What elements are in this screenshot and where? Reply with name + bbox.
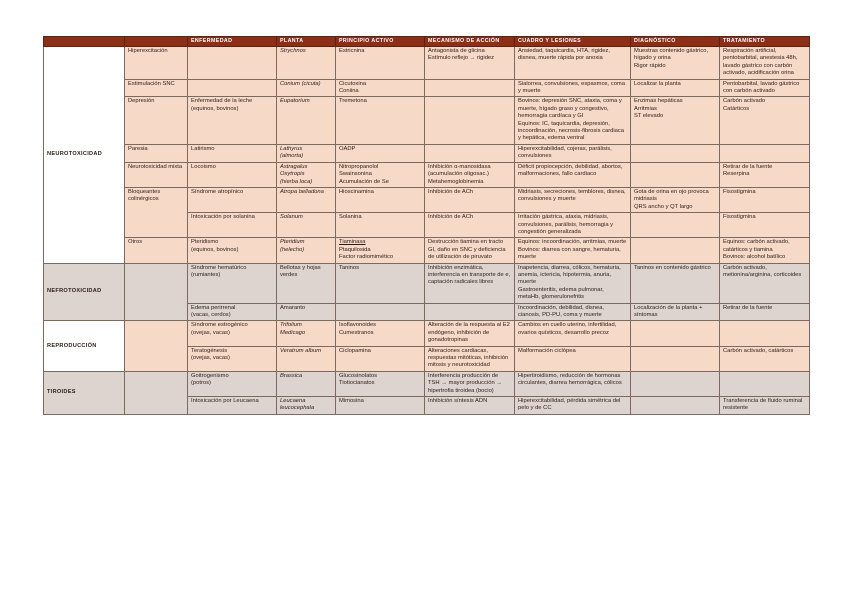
cell-enfermedad: Intoxicación por solanina <box>188 213 277 238</box>
group-label-reproduccion: REPRODUCCIÓN <box>44 321 125 371</box>
cell-planta: Eupatorium <box>277 97 336 144</box>
cell-mecanismo: Inhibición enzimática, interferencia en transporte de e, captación radicales libres <box>425 263 515 303</box>
cell-principio-activo: Glucosinolatos Tiotiocianatos <box>336 371 425 396</box>
cell-planta: Pteridium (helecho) <box>277 238 336 263</box>
cell-tratamiento: Respiración artificial, pentobarbital, anestesia 48h, lavado gástrico con carbón activado, acidificación orina <box>720 47 810 80</box>
cell-planta: Bellotas y hojas verdes <box>277 263 336 303</box>
cell-cuadro: Ansiedad, taquicardia, HTA, rigidez, disnea, muerte rápida por anoxia <box>515 47 631 80</box>
header-group <box>44 37 125 47</box>
cell-planta: Leucaena leucocephala <box>277 397 336 415</box>
cell-cuadro: Bovinos: depresión SNC, ataxia, coma y muerte, hígado graso y congestivo, hemorragia cardíaca y GI Equinos: IC, taquicardia, depresión, incoordinación, necrosis-fibrosis cardiaca y hepática, edema ventral <box>515 97 631 144</box>
cell-principio-activo: Mimosina <box>336 397 425 415</box>
table-row <box>44 79 810 97</box>
cell-principio-activo: Estricnina <box>336 47 425 80</box>
cell-mecanismo: Inhibición de ACh <box>425 213 515 238</box>
table-row <box>44 144 810 162</box>
cell-subtype: Paresia <box>125 144 188 162</box>
header-diagnostico: DIAGNÓSTICO <box>631 37 720 47</box>
cell-tratamiento: Retirar de la fuente <box>720 303 810 321</box>
cell-diagnostico <box>631 371 720 396</box>
cell-planta: Astragalus Oxytropis (hierba loca) <box>277 162 336 187</box>
cell-cuadro: Malformación ciclópea <box>515 346 631 371</box>
cell-tratamiento: Equinos: carbón activado, catárticos y tiamina Bovinos: alcohol batílico <box>720 238 810 263</box>
header-planta: PLANTA <box>277 37 336 47</box>
cell-principio-activo: Nitropropanolol Swainsonina Acumulación de Se <box>336 162 425 187</box>
cell-planta: Atropa belladona <box>277 187 336 212</box>
cell-tratamiento <box>720 144 810 162</box>
header-tratamiento: TRATAMIENTO <box>720 37 810 47</box>
cell-planta: Trifolium Medicago <box>277 321 336 346</box>
cell-enfermedad: Enfermedad de la leche (equinos, bovinos) <box>188 97 277 144</box>
header-cuadro: CUADRO Y LESIONES <box>515 37 631 47</box>
cell-principio-activo: Tremetona <box>336 97 425 144</box>
cell-principio-activo: Ciclopamina <box>336 346 425 371</box>
group-label-neurotoxicidad: NEUROTOXICIDAD <box>44 47 125 264</box>
cell-subtype: Bloqueantes colinérgicos <box>125 187 188 237</box>
cell-diagnostico <box>631 397 720 415</box>
cell-tratamiento: Transferencia de fluido ruminal resistente <box>720 397 810 415</box>
cell-enfermedad: Locoismo <box>188 162 277 187</box>
cell-principio-activo <box>336 303 425 321</box>
cell-enfermedad: Intoxicación por Leucaena <box>188 397 277 415</box>
cell-diagnostico: Muestras contenido gástrico, hígado y orina Rigor rápido <box>631 47 720 80</box>
cell-enfermedad: Síndrome estrogénico (ovejas, vacas) <box>188 321 277 346</box>
cell-cuadro: Hiperexcitabilidad, pérdida simétrica del pelo y de CC <box>515 397 631 415</box>
cell-cuadro: Déficit propiocepción, debilidad, abortos, malformaciones, fallo cardiaco <box>515 162 631 187</box>
cell-diagnostico: Taninos en contenido gástrico <box>631 263 720 303</box>
table-row <box>44 238 810 263</box>
cell-planta: Solanum <box>277 213 336 238</box>
cell-mecanismo: Alteración de la respuesta al E2 endógeno, inhibición de gonadotropinas <box>425 321 515 346</box>
cell-subtype: Hiperexcitación <box>125 47 188 80</box>
cell-enfermedad <box>188 47 277 80</box>
cell-tratamiento: Fisostigmina <box>720 213 810 238</box>
cell-principio-activo: Tiaminasa Ptaquilosida Factor radiomimético <box>336 238 425 263</box>
header-mecanismo: MECANISMO DE ACCIÓN <box>425 37 515 47</box>
cell-tratamiento: Carbón activado, metionina/arginina, corticoides <box>720 263 810 303</box>
cell-planta: Veratrum album <box>277 346 336 371</box>
table-row <box>44 371 810 396</box>
cell-diagnostico <box>631 346 720 371</box>
cell-diagnostico <box>631 238 720 263</box>
cell-tratamiento <box>720 321 810 346</box>
cell-tratamiento: Carbón activado, catárticos <box>720 346 810 371</box>
cell-enfermedad: Latirismo <box>188 144 277 162</box>
cell-cuadro: Midriasis, secreciones, temblores, disnea, convulsiones y muerte <box>515 187 631 212</box>
cell-mecanismo: Inhibición síntesis ADN <box>425 397 515 415</box>
cell-tratamiento <box>720 371 810 396</box>
header-principio-activo: PRINCIPIO ACTIVO <box>336 37 425 47</box>
cell-enfermedad: Goitrogenismo (potros) <box>188 371 277 396</box>
cell-mecanismo: Inhibición de ACh <box>425 187 515 212</box>
cell-tratamiento: Carbón activado Catárticos <box>720 97 810 144</box>
cell-diagnostico <box>631 162 720 187</box>
cell-cuadro: Hiperexcitabilidad, cojeras, parálisis, convulsiones <box>515 144 631 162</box>
cell-planta: Brassica <box>277 371 336 396</box>
cell-cuadro: Cambios en cuello uterino, infertilidad, ovarios quísticos, desarrollo precoz <box>515 321 631 346</box>
cell-enfermedad <box>188 79 277 97</box>
cell-enfermedad: Edema perirrenal (vacas, cerdos) <box>188 303 277 321</box>
cell-planta: Amaranto <box>277 303 336 321</box>
cell-subtype: Depresión <box>125 97 188 144</box>
cell-cuadro: Inapetencia, diarrea, cólicos, hematuria, anemia, ictericia, hipotermia, anuria, muerte Gastroenteritis, edema pulmonar, metaHb, glomerulonefritis <box>515 263 631 303</box>
cell-diagnostico: Localización de la planta + síntomas <box>631 303 720 321</box>
cell-mecanismo: Destrucción tiamina en tracto GI, daño en SNC y deficiencia de utilización de piruvato <box>425 238 515 263</box>
cell-mecanismo <box>425 303 515 321</box>
table-row <box>44 162 810 187</box>
table-row <box>44 263 810 303</box>
cell-diagnostico <box>631 321 720 346</box>
cell-mecanismo <box>425 79 515 97</box>
cell-principio-activo: Taninos <box>336 263 425 303</box>
cell-diagnostico: Enzimas hepáticas Arritmias ST elevado <box>631 97 720 144</box>
cell-subtype: Estimulación SNC <box>125 79 188 97</box>
header-row <box>44 37 810 47</box>
cell-diagnostico <box>631 144 720 162</box>
cell-planta: Conium (cicuta) <box>277 79 336 97</box>
cell-enfermedad: Síndrome atropínico <box>188 187 277 212</box>
cell-mecanismo <box>425 97 515 144</box>
cell-principio-activo: Cicutoxina Coniina <box>336 79 425 97</box>
table-row <box>44 97 810 144</box>
cell-principio-activo: OADP <box>336 144 425 162</box>
cell-mecanismo: Interferencia producción de TSH → mayor producción → hipertrofia tiroidea (bocio) <box>425 371 515 396</box>
cell-tratamiento: Fisostigmina <box>720 187 810 212</box>
group-label-nefrotoxicidad: NEFROTOXICIDAD <box>44 263 125 321</box>
cell-mecanismo: Alteraciones cardiacas, respuestas mitóticas, inhibición mitosis y neurotoxicidad <box>425 346 515 371</box>
cell-cuadro: Hipertiroidismo, reducción de hormonas circulantes, diarrea hemorrágica, cólicos <box>515 371 631 396</box>
group-label-tiroides: TIROIDES <box>44 371 125 414</box>
cell-cuadro: Incoordinación, debilidad, disnea, cianosis, PD-PU, coma y muerte <box>515 303 631 321</box>
cell-subtype <box>125 321 188 371</box>
cell-mecanismo <box>425 144 515 162</box>
cell-enfermedad: Pteridismo (equinos, bovinos) <box>188 238 277 263</box>
header-enfermedad: ENFERMEDAD <box>188 37 277 47</box>
cell-principio-activo: Solanina <box>336 213 425 238</box>
cell-tratamiento: Pentobarbital, lavado gástrico con carbón activado <box>720 79 810 97</box>
cell-subtype: Neurotoxicidad mixta <box>125 162 188 187</box>
cell-subtype <box>125 371 188 414</box>
table-row <box>44 321 810 346</box>
cell-subtype <box>125 263 188 321</box>
cell-planta: Strychnos <box>277 47 336 80</box>
cell-diagnostico <box>631 213 720 238</box>
cell-principio-activo: Hioscinamina <box>336 187 425 212</box>
cell-principio-activo: Isoflavonoides Cumestranos <box>336 321 425 346</box>
cell-cuadro: Equinos: incoordinación, arritmias, muerte Bovinos: diarrea con sangre, hematuria, muerte <box>515 238 631 263</box>
cell-enfermedad: Síndrome hematúrico (rumiantes) <box>188 263 277 303</box>
cell-cuadro: Irritación gástrica, ataxia, midriasis, convulsiones, parálisis, hemorragia y congestión generalizada <box>515 213 631 238</box>
table-row <box>44 187 810 212</box>
table-row <box>44 47 810 80</box>
cell-diagnostico: Gota de orina en ojo provoca midriasis QRS ancho y QT largo <box>631 187 720 212</box>
toxic-plants-table <box>43 36 810 415</box>
cell-cuadro: Sialorrea, convulsiones, espasmos, coma y muerte <box>515 79 631 97</box>
cell-mecanismo: Antagonista de glicina Estímulo reflejo → rigidez <box>425 47 515 80</box>
cell-subtype: Otros <box>125 238 188 263</box>
header-subtype <box>125 37 188 47</box>
cell-diagnostico: Localizar la planta <box>631 79 720 97</box>
cell-tratamiento: Retirar de la fuente Reserpina <box>720 162 810 187</box>
cell-planta: Lathyrus (almorta) <box>277 144 336 162</box>
cell-mecanismo: Inhibición α-manosidasa (acumulación oligosac.) Metahemoglobinemia <box>425 162 515 187</box>
cell-enfermedad: Teratogénesis (ovejas, vacas) <box>188 346 277 371</box>
